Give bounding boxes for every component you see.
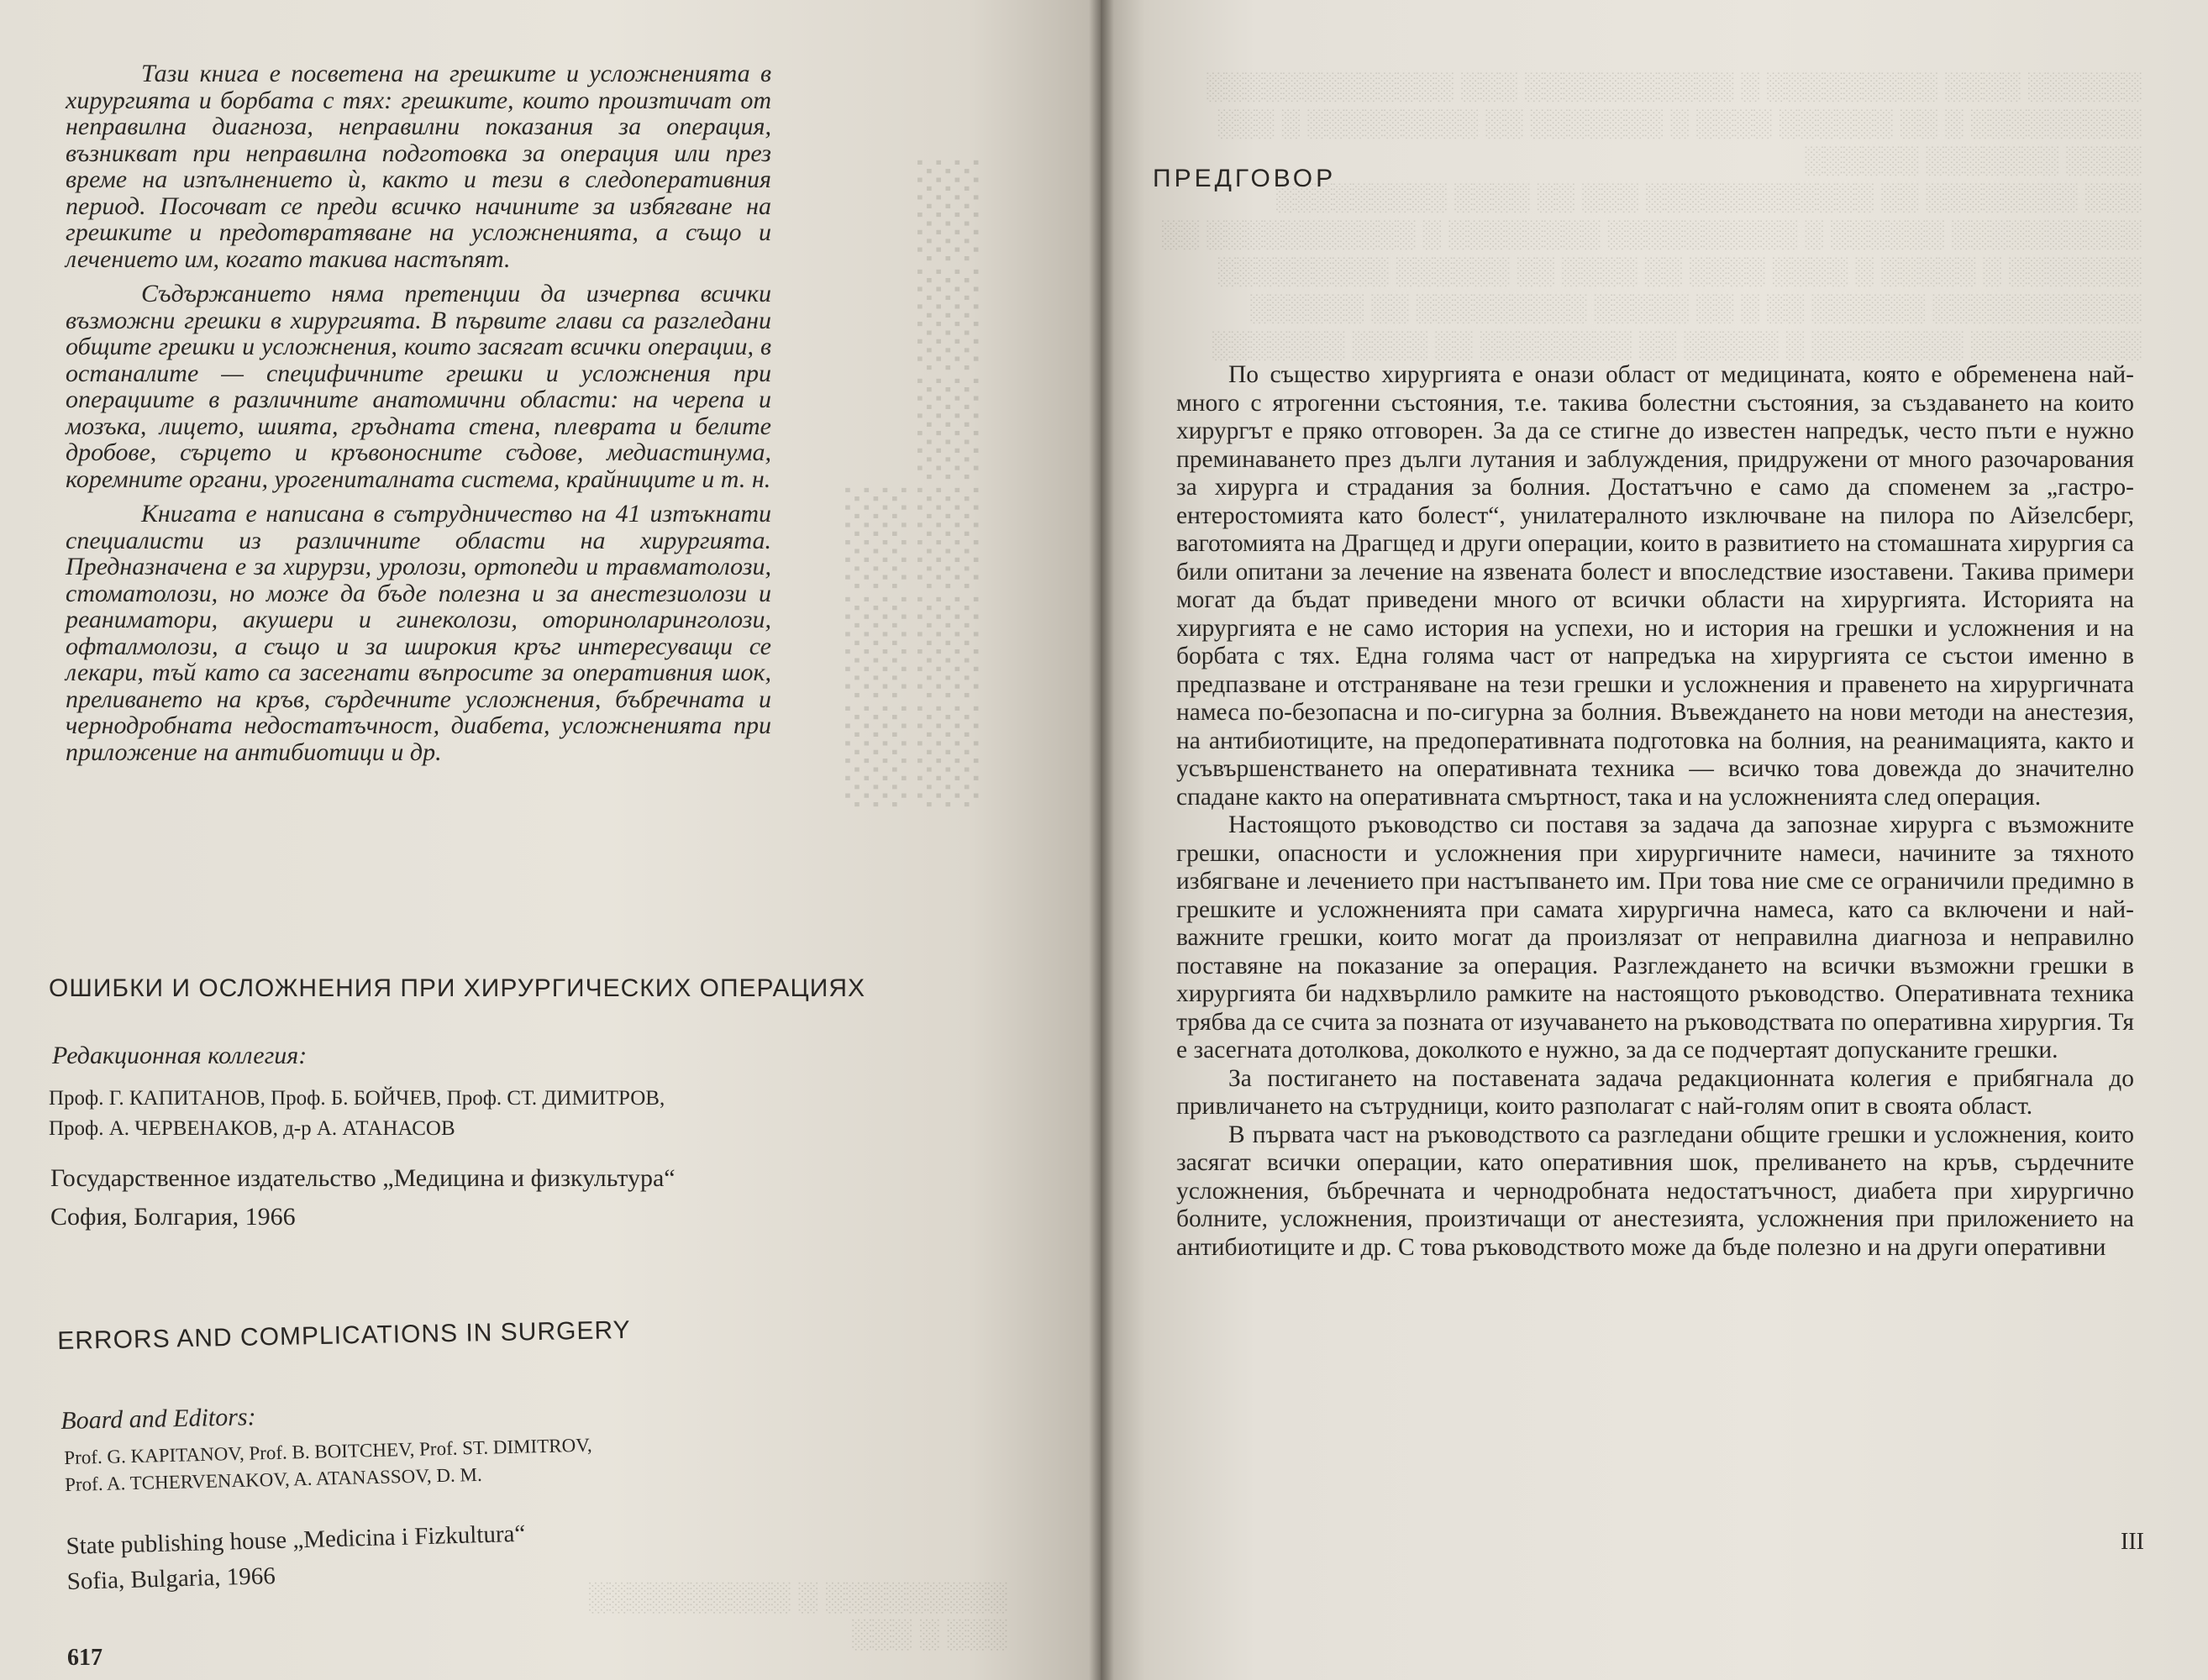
show-through-letters: ░ ░ ░ ░░ ░░ ░░ [839, 155, 983, 803]
page-number: III [2121, 1529, 2144, 1555]
show-through-bottom: ░░░░░░░░░ ░ ░░░░░░░░░░ ░░░ ░ ░░░ [589, 1582, 1008, 1650]
russian-publisher-line: Государственное издательство „Медицина и физкультура“ [50, 1164, 676, 1192]
annotation-paragraph: Съдържанието няма претенции да изчерпва всички възможни грешки в хирургията. В първите глави са разгледани общите грешки и усложнения, които засягат всички операции, в останалите — специфичните грешки и усложнения при операциите в различните анатомични области: на черепа и мозъка, лицето, шията, гръдната стена, плеврата и белите дробове, сърцето и кръвоносните съдове, медиастинума, коремните органи, урогениталната система, крайниците и т. н. [66, 280, 771, 493]
page-number: 617 [67, 1645, 103, 1671]
show-through-text: ░░░░░░ ░░░░ ░░░░░░░░░ ░ ░░░░░░░░░░░ ░░░ ░░░░░░░░░░░░░ ░░░░░░░░░ ░ ░░ ░░░░░░ ░░░░ ░ ░░░░░░░ ░░ ░░░░░░░░░ ░ ░░░ ░░░░ ░░░░░░░ ░░░░░░ ░░░ ░░░░░░░░ ░░ ░░░░░░░░░░░░ ░░░ ░░ ░░░░ ░░░░░░░░░ ░░░░░░░░░░ ░░░░░░ ░ ░░░░░░░░░░ ░░░░░░░░ ░ ░░░░░░░░░░░ ░░ ░░░░░░░ ░ ░░░░░ ░ ░░░░ ░░░░ ░░ ░░░░ ░░ ░░░░░░ ░░░░░░░░░ ░░░░░░░░░░░ ░░░░░░ ░░ ░ ░░ ░░░░░ ░░░░░░░░░ ░░ ░░░░░░ ░░░░░░░░░ ░░░░░░░░ ░ ░░░░░ ░░ ░░░░░░░░ ░░ ░░░░ ░░░░░░░ [1162, 71, 2142, 360]
book-gutter [1089, 0, 1114, 1680]
preface-body [1176, 361, 2134, 1262]
english-board-heading: Board and Editors: [60, 1403, 256, 1435]
annotation-paragraph: Книгата е написана в сътрудничество на 41 изтъкнати специалисти из различните области на хирургията. Предназначена е за хирурзи, уролози, ортопеди и травматолози, стоматолози, но може да бъде полезна и за анестезиолози и реаниматори, акушери и гинеколози, оториноларинголози, офталмолози, а също и за широкия кръг интересуващи се лекари, тъй като са засегнати въпросите за оперативния шок, преливането на кръв, сърдечните усложнения, бъбречната и чернодробната недостатъчност, диабета, усложненията при приложение на антибиотици и др. [66, 500, 771, 766]
russian-publisher-line: София, Болгария, 1966 [50, 1203, 296, 1231]
russian-board-list [49, 1084, 855, 1144]
preface-heading: ПРЕДГОВОР [1153, 165, 1337, 192]
preface-paragraph: За постигането на поставената задача редакционната колегия е прибягнала до привличането на сътрудници, които разполагат с най-голям опит в своята област. [1176, 1064, 2134, 1120]
english-publisher-line: Sofia, Bulgaria, 1966 [66, 1562, 276, 1595]
russian-title: ОШИБКИ И ОСЛОЖНЕНИЯ ПРИ ХИРУРГИЧЕСКИХ ОПЕРАЦИЯХ [49, 974, 865, 1002]
english-publisher-line: State publishing house „Medicina i Fizkultura“ [66, 1520, 526, 1560]
english-board-line: Prof. G. KAPITANOV, Prof. B. BOITCHEV, Prof. ST. DIMITROV, [64, 1434, 592, 1468]
english-board-line: Prof. A. TCHERVENAKOV, A. ATANASSOV, D. M. [64, 1463, 482, 1495]
english-title: ERRORS AND COMPLICATIONS IN SURGERY [57, 1315, 631, 1355]
russian-board-line: Проф. А. ЧЕРВЕНАКОВ, д-р А. АТАНАСОВ [49, 1117, 455, 1140]
preface-paragraph: Настоящото ръководство си поставя за задача да запознае хирурга с възможните грешки, опасности и усложнения при хирургичните намеси, начините за тяхното избягване и лечението при настъпването им. При това ние сме се ограничили предимно в грешките и усложненията при самата хирургична намеса, като са включени и най-важните грешки, които могат да произлязат от неправилна диагноза и неправилно поставяне на показание за операция. Разглеждането на всички възможни грешки в хирургията би надхвърлило рамките на настоящото ръководство. Оперативната техника трябва да се счита за позната от изучаването на ръководствата по оперативна хирургия. Тя е засегната дотолкова, доколкото е нужно, за да се подчертаят допусканите грешки. [1176, 811, 2134, 1063]
annotation-block [66, 60, 771, 774]
preface-paragraph: По същество хирургията е онази област от медицината, която е обременена най-много с ятрогенни състояния, т.е. такива болестни състояния, за създаването на които хирургът е пряко отговорен. За да се стигне до известен напредък, често пъти е нужно преминаването през дълги лутания и заблуждения, придружени от много разочарования за хирурга и страдания за болния. Достатъчно е само да споменем за „гастро-ентеростомията като болест“, унилатералното изключване на пилора по Айзелсберг, ваготомията на Драгщед и други операции, които в развитието на стомашната хирургия са били опитани за лечение на язвената болест и впоследствие изоставени. Такива примери могат да бъдат приведени много от всички области на хирургията. Историята на хирургията е не само история на успехи, но и история на грешки и усложнения и на борбата с тях. Една голяма част от напредъка на хирургията се състои именно в предпазване и отстраняване на тези грешки и усложнения и правенето на хирургичната намеса по-безопасна и по-сигурна за болния. Въвеждането на нови методи на анестезия, на антибиотиците, на предоперативната подготовка на болния, на реанимацията, както и усъвършенстването на оперативната техника — всичко това довежда до значително спадане както на оперативната смъртност, така и на усложненията след операция. [1176, 361, 2134, 811]
russian-board-line: Проф. Г. КАПИТАНОВ, Проф. Б. БОЙЧЕВ, Проф. СТ. ДИМИТРОВ, [49, 1087, 665, 1110]
russian-publisher [50, 1159, 840, 1236]
preface-paragraph: В първата част на ръководството са разгледани общите грешки и усложнения, които засягат всички операции, като оперативния шок, преливането на кръв, сърдечните усложнения, бъбречната и чернодробната недостатъчност, диабета при хирургично болните, усложнения, произтичащи от анестезията, усложнения при приложението на антибиотиците и др. С това ръководството може да бъде полезно и на други оперативни [1176, 1121, 2134, 1261]
annotation-paragraph: Тази книга е посветена на грешките и усложненията в хирургията и борбата с тях: грешките, които произтичат от неправилна диагноза, неправилни показания за операция, възникват при неправилна подготовка за операция или през време на изпълнението ѝ, както и тези в следоперативния период. Посочват се преди всичко начините за избягване на грешките и предотвратяване на усложненията, а също и лечението им, когато такива настъпят. [66, 60, 771, 273]
russian-board-heading: Редакционная коллегия: [52, 1042, 308, 1069]
